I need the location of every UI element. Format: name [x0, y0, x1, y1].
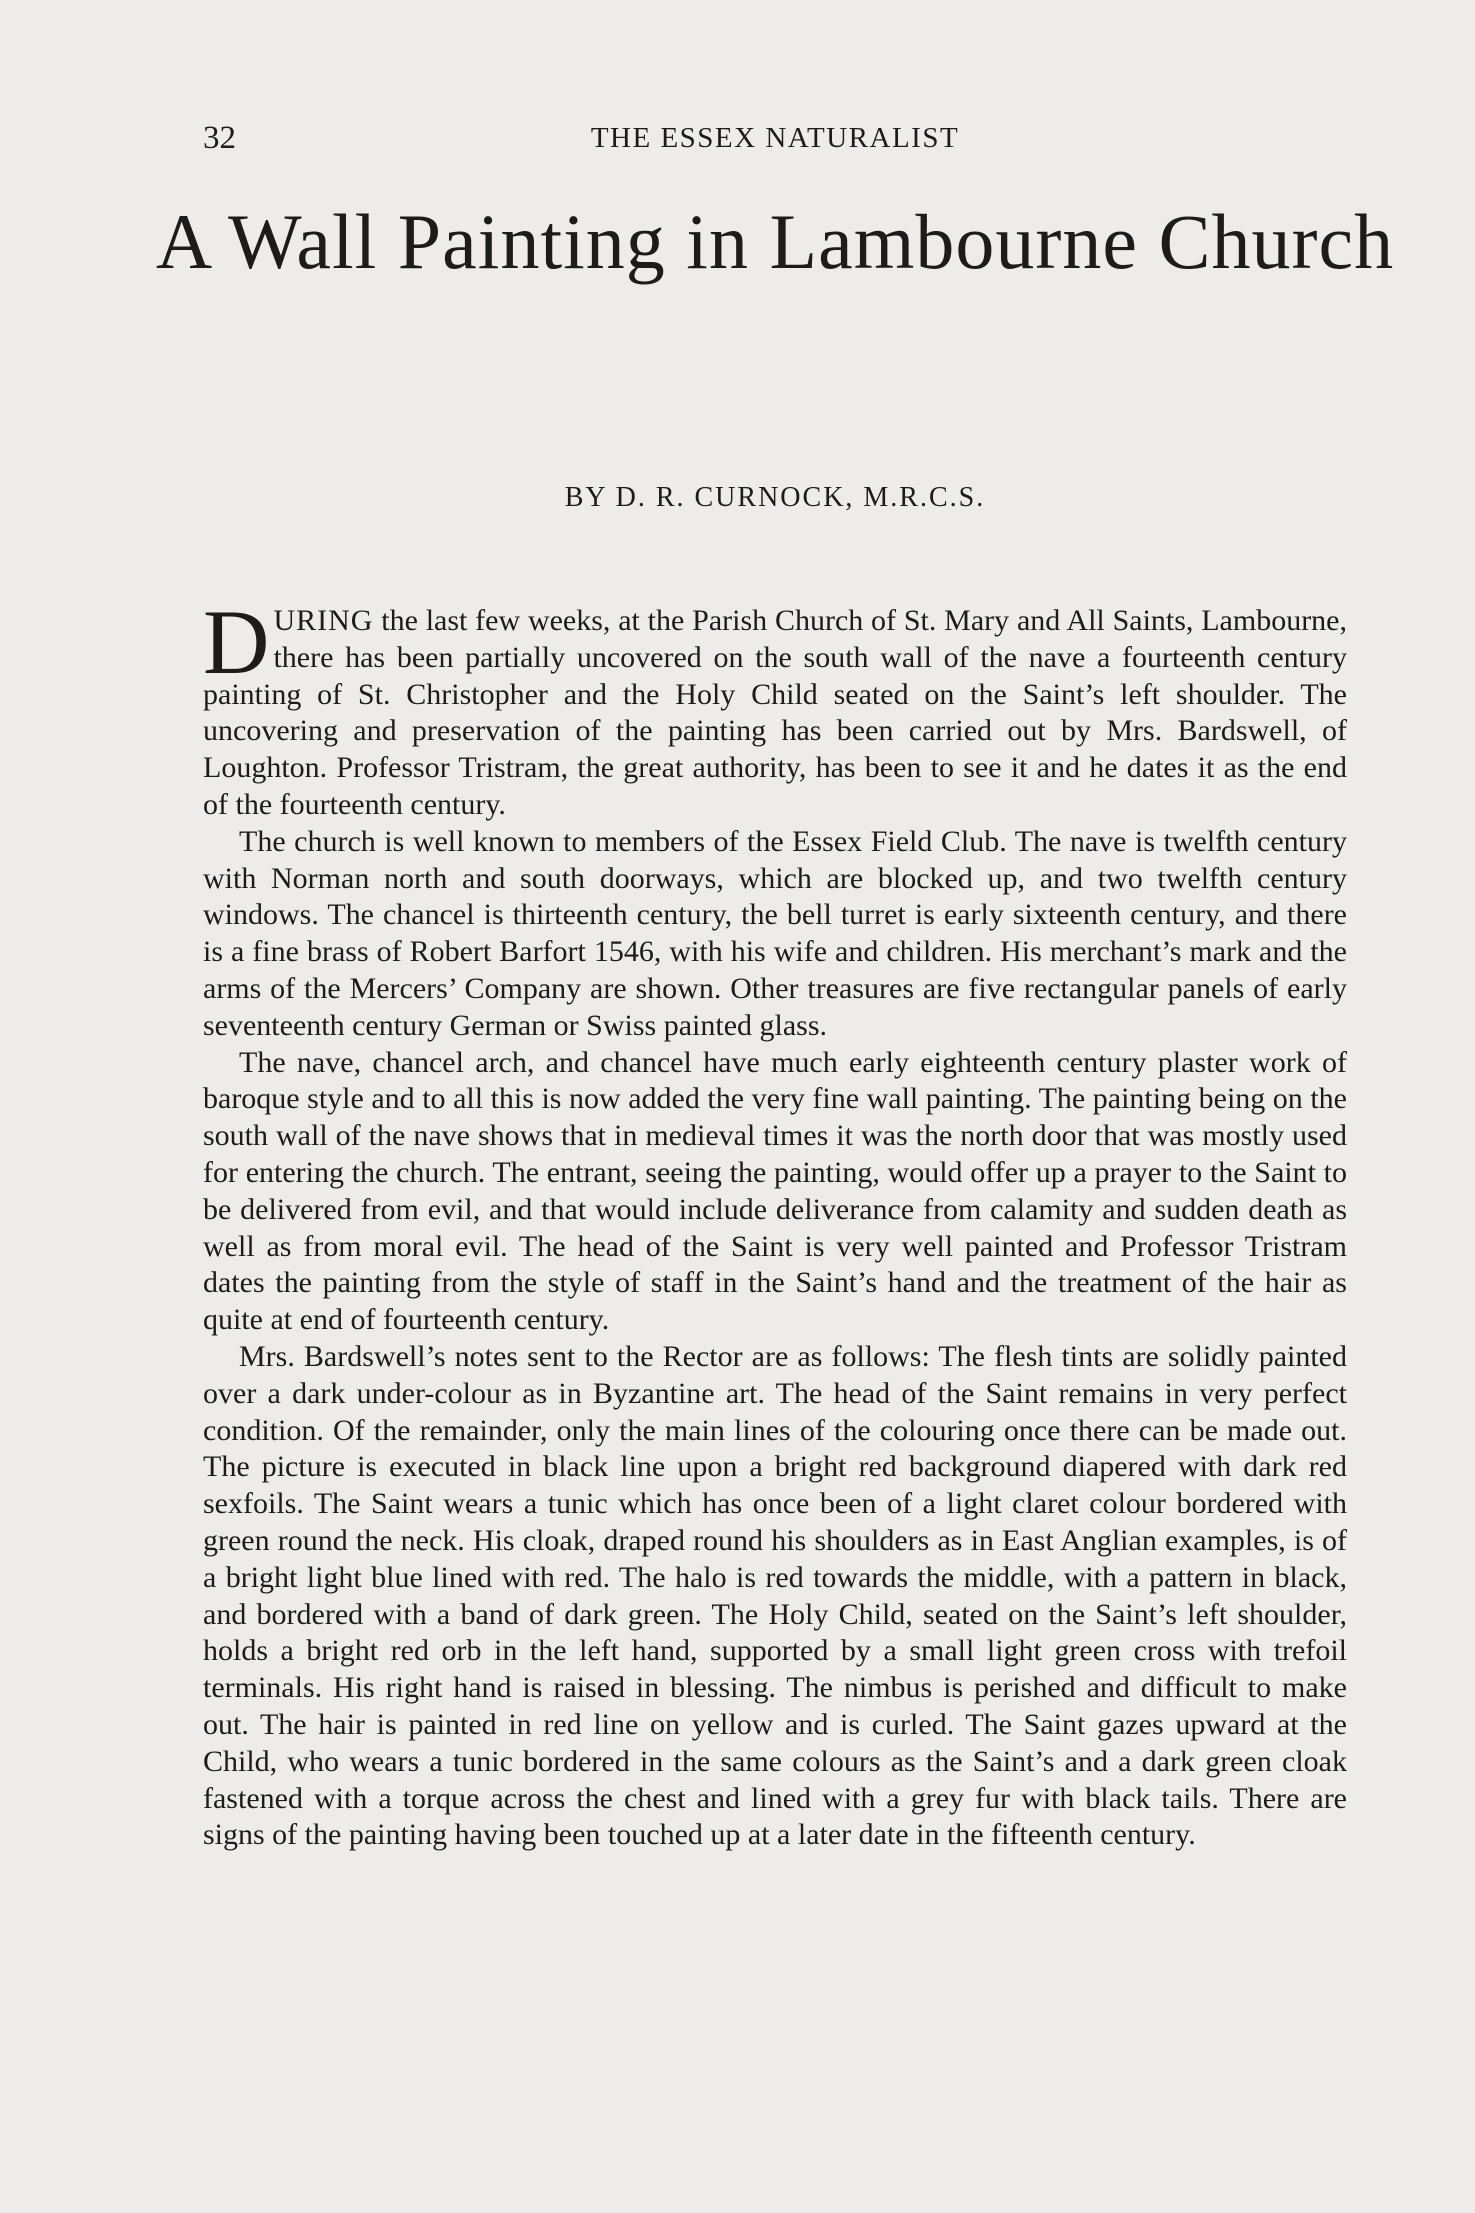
article-title: A Wall Painting in Lambourne Church [155, 198, 1395, 285]
paragraph-3: The nave, chancel arch, and chancel have much early eighteenth century plaster work of baroque style and to all this is now added the very fine wall painting. The painting being on the south wall of the nave shows that in medieval times it was the north door that was mostly used for entering the church. The entrant, seeing the painting, would offer up a prayer to the Saint to be delivered from evil, and that would include deliverance from calamity and sudden death as well as from moral evil. The head of the Saint is very well painted and Professor Tristram dates the painting from the style of staff in the Saint’s hand and the treatment of the hair as quite at end of fourteenth century. [203, 1045, 1347, 1337]
opening-small-caps: URING [273, 604, 374, 637]
drop-cap: D [203, 591, 270, 693]
byline: BY D. R. CURNOCK, M.R.C.S. [564, 482, 986, 513]
journal-title: THE ESSEX NATURALIST [590, 122, 960, 154]
paragraph-1 [203, 591, 1347, 824]
article-body [203, 591, 1347, 1854]
paragraph-1-text: the last few weeks, at the Parish Church of St. Mary and All Saints, Lambourne, there has been partially uncovered on the south wall of the nave a fourteenth century painting of St. Christopher and the Holy Child seated on the Saint’s left shoulder. The uncovering and preservation of the painting has been carried out by Mrs. Bardswell, of Loughton. Professor Tristram, the great authority, has been to see it and he dates it as the end of the fourteenth century. [203, 604, 1347, 821]
running-head [203, 118, 1347, 158]
paragraph-4: Mrs. Bardswell’s notes sent to the Rector are as follows: The flesh tints are solidly painted over a dark under-colour as in Byzantine art. The head of the Saint remains in very perfect condition. Of the remainder, only the main lines of the colouring once there can be made out. The picture is executed in black line upon a bright red background diapered with dark red sexfoils. The Saint wears a tunic which has once been of a light claret colour bordered with green round the neck. His cloak, draped round his shoulders as in East Anglian examples, is of a bright light blue lined with red. The halo is red towards the middle, with a pattern in black, and bordered with a band of dark green. The Holy Child, seated on the Saint’s left shoulder, holds a bright red orb in the left hand, supported by a small light green cross with trefoil terminals. His right hand is raised in blessing. The nimbus is perished and difficult to make out. The hair is painted in red line on yellow and is curled. The Saint gazes upward at the Child, who wears a tunic bordered in the same colours as the Saint’s and a dark green cloak fastened with a torque across the chest and lined with a grey fur with black tails. There are signs of the painting having been touched up at a later date in the fifteenth century. [203, 1339, 1347, 1852]
page-number: 32 [203, 120, 236, 156]
paragraph-2: The church is well known to members of the Essex Field Club. The nave is twelfth century with Norman north and south doorways, which are blocked up, and two twelfth century windows. The chancel is thirteenth century, the bell turret is early sixteenth century, and there is a fine brass of Robert Barfort 1546, with his wife and children. His merchant’s mark and the arms of the Mercers’ Company are shown. Other treasures are five rectangular panels of early seventeenth century German or Swiss painted glass. [203, 824, 1347, 1042]
